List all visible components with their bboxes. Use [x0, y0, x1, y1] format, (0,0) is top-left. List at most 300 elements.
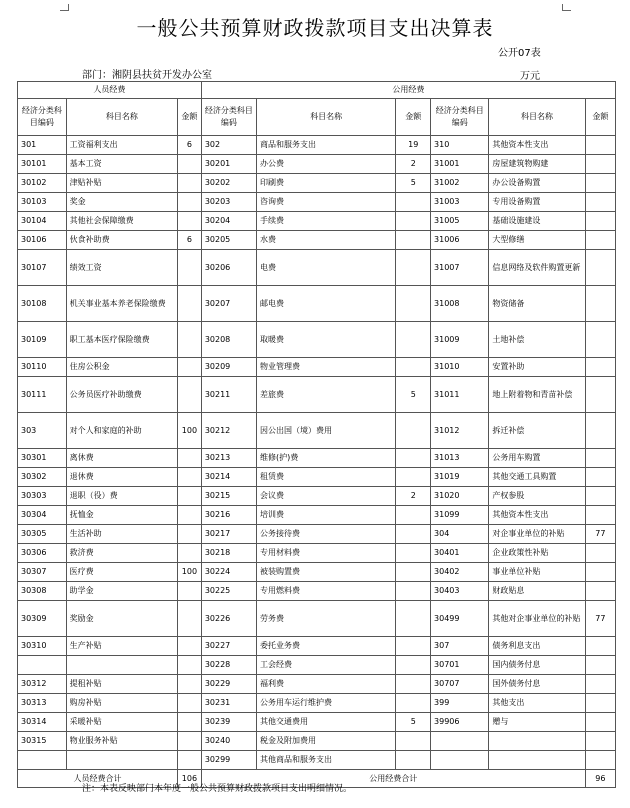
table-row: [18, 377, 616, 413]
cell-amount: [178, 732, 202, 751]
cell-item-name: 工资福利支出: [66, 136, 177, 155]
table-row: [18, 506, 616, 525]
table-row: [18, 174, 616, 193]
cell-econ-code: 30216: [201, 506, 256, 525]
cell-amount: [585, 174, 615, 193]
cell-item-name: 生活补助: [66, 525, 177, 544]
cell-item-name: 培训费: [256, 506, 395, 525]
cell-item-name: 水费: [256, 231, 395, 250]
unit-label: 万元: [520, 71, 540, 82]
cell-item-name: 委托业务费: [256, 637, 395, 656]
cell-item-name: 手续费: [256, 212, 395, 231]
cell-econ-code: 31001: [431, 155, 489, 174]
cell-item-name: 提租补贴: [66, 675, 177, 694]
table-row: [18, 582, 616, 601]
cell-item-name: 印刷费: [256, 174, 395, 193]
cell-item-name: 公务用车购置: [489, 449, 585, 468]
cell-item-name: 商品和服务支出: [256, 136, 395, 155]
cell-econ-code: 30101: [18, 155, 67, 174]
cell-econ-code: 30402: [431, 563, 489, 582]
cell-econ-code: 39906: [431, 713, 489, 732]
cell-amount: [178, 544, 202, 563]
table-row: [18, 250, 616, 286]
cell-amount: [585, 637, 615, 656]
public-total-value: 96: [585, 770, 615, 788]
col-header-item-name: 科目名称: [66, 99, 177, 136]
cell-econ-code: 31019: [431, 468, 489, 487]
cell-econ-code: 30307: [18, 563, 67, 582]
cell-item-name: 基础设施建设: [489, 212, 585, 231]
cell-amount: [585, 212, 615, 231]
cell-econ-code: 31008: [431, 286, 489, 322]
cell-item-name: 生产补贴: [66, 637, 177, 656]
cell-econ-code: 30206: [201, 250, 256, 286]
cell-amount: 5: [396, 174, 431, 193]
cell-item-name: 其他资本性支出: [489, 506, 585, 525]
cell-econ-code: 30212: [201, 413, 256, 449]
cell-item-name: 信息网络及软件购置更新: [489, 250, 585, 286]
cell-item-name: 国内债务付息: [489, 656, 585, 675]
form-number: 公开07表: [498, 48, 541, 59]
cell-amount: [396, 468, 431, 487]
table-row: [18, 525, 616, 544]
cell-amount: 2: [396, 487, 431, 506]
cell-item-name: 其他交通工具购置: [489, 468, 585, 487]
cell-item-name: 离休费: [66, 449, 177, 468]
cell-econ-code: [18, 656, 67, 675]
cell-amount: [396, 732, 431, 751]
cell-amount: [178, 582, 202, 601]
cell-item-name: 事业单位补贴: [489, 563, 585, 582]
cell-amount: [585, 563, 615, 582]
cell-item-name: 住房公积金: [66, 358, 177, 377]
cell-econ-code: 30312: [18, 675, 67, 694]
cell-item-name: 办公费: [256, 155, 395, 174]
cell-econ-code: 30202: [201, 174, 256, 193]
cell-econ-code: 30213: [201, 449, 256, 468]
cell-amount: [396, 506, 431, 525]
cell-item-name: [66, 751, 177, 770]
table-row: [18, 544, 616, 563]
cell-item-name: 物业管理费: [256, 358, 395, 377]
table-row: [18, 675, 616, 694]
cell-amount: [396, 413, 431, 449]
cell-amount: [585, 377, 615, 413]
cell-econ-code: 30106: [18, 231, 67, 250]
cell-item-name: 医疗费: [66, 563, 177, 582]
crop-mark-right: [562, 4, 571, 11]
cell-amount: [178, 377, 202, 413]
cell-item-name: [66, 656, 177, 675]
cell-item-name: 劳务费: [256, 601, 395, 637]
cell-econ-code: [18, 751, 67, 770]
cell-econ-code: 31003: [431, 193, 489, 212]
cell-item-name: 其他社会保障缴费: [66, 212, 177, 231]
table-row: [18, 413, 616, 449]
table-row: [18, 155, 616, 174]
table-row: [18, 358, 616, 377]
cell-item-name: 邮电费: [256, 286, 395, 322]
cell-item-name: [489, 751, 585, 770]
cell-amount: [178, 449, 202, 468]
cell-econ-code: 30204: [201, 212, 256, 231]
cell-amount: [585, 487, 615, 506]
cell-amount: [178, 358, 202, 377]
table-row: [18, 563, 616, 582]
cell-econ-code: 30205: [201, 231, 256, 250]
cell-amount: 5: [396, 713, 431, 732]
cell-amount: 77: [585, 601, 615, 637]
expenditure-table: [17, 81, 616, 788]
cell-econ-code: 30308: [18, 582, 67, 601]
personnel-total-value: 106: [178, 770, 202, 788]
cell-econ-code: 31006: [431, 231, 489, 250]
cell-amount: [178, 487, 202, 506]
cell-item-name: 企业政策性补贴: [489, 544, 585, 563]
cell-econ-code: 30499: [431, 601, 489, 637]
cell-amount: [178, 694, 202, 713]
col-header-amount: 金额: [585, 99, 615, 136]
cell-amount: [396, 449, 431, 468]
cell-amount: [178, 506, 202, 525]
cell-econ-code: 30299: [201, 751, 256, 770]
cell-item-name: 物资储备: [489, 286, 585, 322]
cell-econ-code: [431, 751, 489, 770]
cell-econ-code: 30103: [18, 193, 67, 212]
cell-amount: [396, 193, 431, 212]
cell-item-name: 退职（役）费: [66, 487, 177, 506]
cell-item-name: 国外债务付息: [489, 675, 585, 694]
cell-econ-code: 30229: [201, 675, 256, 694]
cell-econ-code: 30209: [201, 358, 256, 377]
cell-amount: [178, 675, 202, 694]
cell-econ-code: 30309: [18, 601, 67, 637]
cell-item-name: 债务利息支出: [489, 637, 585, 656]
cell-amount: [178, 525, 202, 544]
cell-econ-code: 31007: [431, 250, 489, 286]
cell-item-name: 物业服务补贴: [66, 732, 177, 751]
cell-amount: [585, 286, 615, 322]
cell-amount: [585, 193, 615, 212]
cell-econ-code: 30225: [201, 582, 256, 601]
cell-econ-code: 30207: [201, 286, 256, 322]
table-row: [18, 231, 616, 250]
cell-econ-code: 303: [18, 413, 67, 449]
cell-item-name: 维修(护)费: [256, 449, 395, 468]
cell-econ-code: 31012: [431, 413, 489, 449]
cell-item-name: 房屋建筑物购建: [489, 155, 585, 174]
cell-item-name: 奖励金: [66, 601, 177, 637]
cell-econ-code: 31010: [431, 358, 489, 377]
cell-amount: [178, 713, 202, 732]
cell-item-name: 电费: [256, 250, 395, 286]
cell-econ-code: 30227: [201, 637, 256, 656]
cell-amount: [396, 231, 431, 250]
table-row: [18, 212, 616, 231]
cell-econ-code: 30111: [18, 377, 67, 413]
cell-econ-code: 30217: [201, 525, 256, 544]
cell-item-name: 职工基本医疗保险缴费: [66, 322, 177, 358]
cell-amount: [178, 174, 202, 193]
public-group-header: 公用经费: [201, 82, 615, 99]
cell-item-name: 专用材料费: [256, 544, 395, 563]
table-row: [18, 732, 616, 751]
cell-amount: [585, 732, 615, 751]
cell-item-name: 其他支出: [489, 694, 585, 713]
cell-item-name: 其他商品和服务支出: [256, 751, 395, 770]
cell-item-name: 基本工资: [66, 155, 177, 174]
cell-amount: 100: [178, 563, 202, 582]
cell-item-name: [489, 732, 585, 751]
cell-econ-code: 30104: [18, 212, 67, 231]
cell-econ-code: 30211: [201, 377, 256, 413]
cell-item-name: 税金及附加费用: [256, 732, 395, 751]
cell-amount: 19: [396, 136, 431, 155]
cell-amount: [178, 212, 202, 231]
cell-amount: [585, 231, 615, 250]
cell-amount: [178, 193, 202, 212]
cell-econ-code: 30203: [201, 193, 256, 212]
cell-item-name: 产权参股: [489, 487, 585, 506]
cell-econ-code: 30302: [18, 468, 67, 487]
cell-econ-code: 30303: [18, 487, 67, 506]
cell-amount: [585, 358, 615, 377]
cell-amount: [585, 544, 615, 563]
cell-amount: [178, 601, 202, 637]
cell-item-name: 公务接待费: [256, 525, 395, 544]
cell-amount: [585, 322, 615, 358]
cell-econ-code: 30201: [201, 155, 256, 174]
cell-item-name: 公务员医疗补助缴费: [66, 377, 177, 413]
cell-amount: [396, 675, 431, 694]
cell-amount: [585, 582, 615, 601]
cell-amount: [396, 751, 431, 770]
col-header-item-name: 科目名称: [489, 99, 585, 136]
cell-econ-code: 30226: [201, 601, 256, 637]
cell-amount: 77: [585, 525, 615, 544]
cell-econ-code: 31013: [431, 449, 489, 468]
cell-amount: [396, 656, 431, 675]
cell-amount: [585, 713, 615, 732]
cell-amount: 5: [396, 377, 431, 413]
cell-item-name: 福利费: [256, 675, 395, 694]
col-header-amount: 金额: [178, 99, 202, 136]
cell-item-name: 机关事业基本养老保险缴费: [66, 286, 177, 322]
personnel-total-label: 人员经费合计: [18, 770, 178, 788]
cell-amount: [585, 675, 615, 694]
cell-amount: [396, 358, 431, 377]
cell-econ-code: 31009: [431, 322, 489, 358]
cell-econ-code: 30108: [18, 286, 67, 322]
cell-amount: [178, 155, 202, 174]
col-header-econ-code: 经济分类科目编码: [201, 99, 256, 136]
cell-econ-code: 31005: [431, 212, 489, 231]
cell-item-name: 因公出国（境）费用: [256, 413, 395, 449]
personnel-group-header: 人员经费: [18, 82, 202, 99]
cell-econ-code: 31020: [431, 487, 489, 506]
cell-econ-code: 30214: [201, 468, 256, 487]
cell-econ-code: 30403: [431, 582, 489, 601]
table-row: [18, 487, 616, 506]
cell-item-name: 采暖补贴: [66, 713, 177, 732]
cell-econ-code: 30231: [201, 694, 256, 713]
cell-econ-code: [431, 732, 489, 751]
cell-amount: [585, 468, 615, 487]
table-row: [18, 656, 616, 675]
cell-econ-code: 30240: [201, 732, 256, 751]
cell-amount: [585, 694, 615, 713]
cell-amount: [585, 656, 615, 675]
cell-amount: [585, 136, 615, 155]
cell-item-name: 财政贴息: [489, 582, 585, 601]
cell-item-name: 租赁费: [256, 468, 395, 487]
cell-econ-code: 30110: [18, 358, 67, 377]
cell-item-name: 会议费: [256, 487, 395, 506]
cell-amount: [396, 250, 431, 286]
department-label: 部门：湘阴县扶贫开发办公室: [82, 70, 212, 81]
cell-econ-code: 301: [18, 136, 67, 155]
cell-econ-code: 30313: [18, 694, 67, 713]
table-row: [18, 322, 616, 358]
cell-econ-code: 310: [431, 136, 489, 155]
cell-item-name: 拆迁补偿: [489, 413, 585, 449]
cell-item-name: 购房补贴: [66, 694, 177, 713]
cell-item-name: 退休费: [66, 468, 177, 487]
table-row: [18, 694, 616, 713]
page-title: 一般公共预算财政拨款项目支出决算表: [136, 16, 494, 40]
cell-econ-code: 30301: [18, 449, 67, 468]
table-row: [18, 286, 616, 322]
cell-amount: [396, 525, 431, 544]
cell-amount: 6: [178, 136, 202, 155]
table-row: [18, 193, 616, 212]
cell-item-name: 助学金: [66, 582, 177, 601]
cell-item-name: 土地补偿: [489, 322, 585, 358]
cell-econ-code: 30102: [18, 174, 67, 193]
crop-mark-left: [60, 4, 69, 11]
cell-amount: [178, 286, 202, 322]
cell-amount: [585, 449, 615, 468]
cell-item-name: 对企事业单位的补贴: [489, 525, 585, 544]
col-header-amount: 金额: [396, 99, 431, 136]
cell-item-name: 奖金: [66, 193, 177, 212]
cell-econ-code: 30109: [18, 322, 67, 358]
cell-amount: [396, 544, 431, 563]
cell-item-name: 其他资本性支出: [489, 136, 585, 155]
footnote: 注：本表反映部门本年度一般公共预算财政拨款项目支出明细情况。: [82, 784, 353, 794]
cell-amount: [585, 250, 615, 286]
cell-econ-code: 31002: [431, 174, 489, 193]
cell-item-name: 赠与: [489, 713, 585, 732]
col-header-econ-code: 经济分类科目编码: [18, 99, 67, 136]
cell-amount: 100: [178, 413, 202, 449]
cell-amount: [178, 751, 202, 770]
cell-econ-code: 399: [431, 694, 489, 713]
cell-amount: [178, 250, 202, 286]
cell-item-name: 对个人和家庭的补助: [66, 413, 177, 449]
cell-item-name: 专用燃料费: [256, 582, 395, 601]
cell-item-name: 安置补助: [489, 358, 585, 377]
col-header-item-name: 科目名称: [256, 99, 395, 136]
cell-amount: [396, 212, 431, 231]
cell-item-name: 其他交通费用: [256, 713, 395, 732]
cell-econ-code: 30306: [18, 544, 67, 563]
table-row: [18, 751, 616, 770]
cell-amount: [585, 751, 615, 770]
cell-item-name: 救济费: [66, 544, 177, 563]
cell-item-name: 津贴补贴: [66, 174, 177, 193]
cell-econ-code: 31011: [431, 377, 489, 413]
cell-econ-code: 30224: [201, 563, 256, 582]
table-row: [18, 713, 616, 732]
cell-amount: [585, 155, 615, 174]
cell-item-name: 差旅费: [256, 377, 395, 413]
cell-amount: [396, 286, 431, 322]
cell-econ-code: 30107: [18, 250, 67, 286]
cell-item-name: 办公设备购置: [489, 174, 585, 193]
table-row: [18, 449, 616, 468]
cell-econ-code: 30707: [431, 675, 489, 694]
cell-amount: [396, 637, 431, 656]
table-row: [18, 637, 616, 656]
cell-amount: [585, 413, 615, 449]
cell-econ-code: 31099: [431, 506, 489, 525]
cell-item-name: 咨询费: [256, 193, 395, 212]
cell-amount: [178, 656, 202, 675]
cell-item-name: 其他对企事业单位的补贴: [489, 601, 585, 637]
cell-econ-code: 304: [431, 525, 489, 544]
public-total-label: 公用经费合计: [201, 770, 585, 788]
cell-amount: [396, 322, 431, 358]
cell-item-name: 被装购置费: [256, 563, 395, 582]
cell-item-name: 工会经费: [256, 656, 395, 675]
cell-econ-code: 30228: [201, 656, 256, 675]
cell-amount: [396, 694, 431, 713]
cell-econ-code: 30304: [18, 506, 67, 525]
cell-econ-code: 30218: [201, 544, 256, 563]
cell-econ-code: 30314: [18, 713, 67, 732]
table-row: [18, 136, 616, 155]
cell-econ-code: 30315: [18, 732, 67, 751]
cell-amount: [396, 582, 431, 601]
cell-econ-code: 30310: [18, 637, 67, 656]
cell-econ-code: 302: [201, 136, 256, 155]
cell-econ-code: 30401: [431, 544, 489, 563]
cell-item-name: 伙食补助费: [66, 231, 177, 250]
cell-item-name: 抚恤金: [66, 506, 177, 525]
table-row: [18, 468, 616, 487]
cell-econ-code: 30701: [431, 656, 489, 675]
cell-amount: [178, 468, 202, 487]
cell-item-name: 取暖费: [256, 322, 395, 358]
cell-item-name: 绩效工资: [66, 250, 177, 286]
cell-amount: [396, 601, 431, 637]
cell-amount: [585, 506, 615, 525]
cell-econ-code: 30208: [201, 322, 256, 358]
cell-econ-code: 30239: [201, 713, 256, 732]
col-header-econ-code: 经济分类科目编码: [431, 99, 489, 136]
cell-item-name: 大型修缮: [489, 231, 585, 250]
cell-amount: 2: [396, 155, 431, 174]
cell-econ-code: 30215: [201, 487, 256, 506]
cell-amount: [178, 322, 202, 358]
table-row: [18, 601, 616, 637]
cell-amount: [396, 563, 431, 582]
cell-item-name: 专用设备购置: [489, 193, 585, 212]
cell-econ-code: 307: [431, 637, 489, 656]
cell-amount: [178, 637, 202, 656]
cell-econ-code: 30305: [18, 525, 67, 544]
